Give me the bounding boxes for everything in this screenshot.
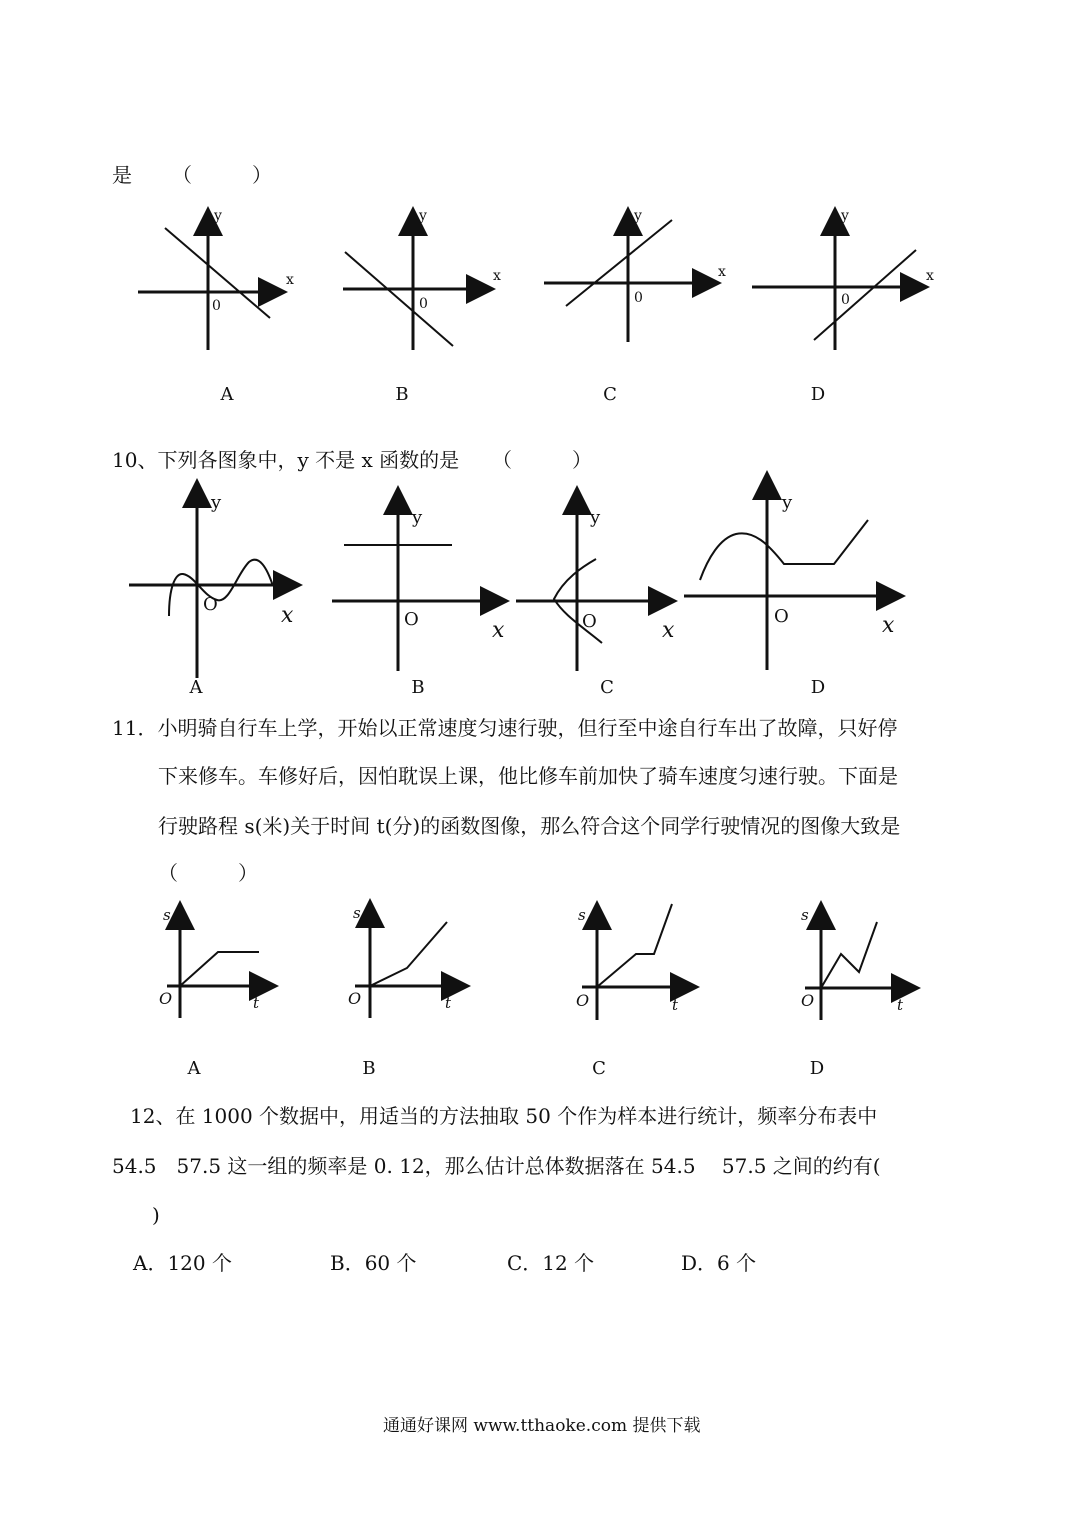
svg-text:O: O: [404, 609, 419, 630]
svg-text:y: y: [214, 208, 222, 224]
svg-text:s: s: [578, 906, 586, 924]
svg-text:O: O: [582, 611, 597, 632]
q9-graph-c: [540, 200, 730, 360]
svg-text:x: x: [493, 268, 501, 284]
q12-stem-line3: ): [152, 1203, 160, 1227]
q11-option-b-label: B: [362, 1058, 376, 1079]
svg-text:x: x: [662, 618, 675, 643]
svg-text:x: x: [718, 264, 726, 280]
svg-text:y: y: [590, 507, 601, 528]
q10-graph-a: [125, 478, 315, 678]
q10-graph-d: [680, 472, 910, 672]
svg-text:y: y: [211, 492, 222, 513]
q9-stem-tail: 是: [112, 163, 132, 187]
svg-text:x: x: [281, 603, 294, 628]
q10-option-d-label: D: [810, 677, 826, 698]
q10-option-c-label: C: [600, 677, 614, 698]
svg-text:s: s: [801, 906, 809, 924]
svg-text:s: s: [163, 906, 171, 924]
q10-option-a-label: A: [189, 677, 203, 698]
q12-stem-line1: 12、在 1000 个数据中，用适当的方法抽取 50 个作为样本进行统计，频率分布表中: [130, 1104, 878, 1128]
svg-text:s: s: [353, 904, 361, 922]
q12-option-a: A．120 个: [133, 1251, 232, 1275]
svg-text:O: O: [348, 989, 362, 1008]
q9-option-d-label: D: [810, 384, 826, 405]
q10-answer-bracket: （ ）: [492, 448, 592, 472]
svg-text:x: x: [286, 272, 294, 288]
svg-text:t: t: [253, 994, 260, 1012]
q9-graph-a: [130, 200, 310, 360]
q10-graph-c: [512, 487, 702, 682]
page-footer: 通通好课网 www.tthaoke.com 提供下载: [383, 1416, 701, 1436]
q9-answer-bracket: （ ）: [172, 163, 272, 187]
svg-text:x: x: [882, 613, 895, 638]
q9-option-a-label: A: [220, 384, 234, 405]
svg-text:y: y: [419, 208, 427, 224]
q12-stem-line2: 54.5 57.5 这一组的频率是 0. 12，那么估计总体数据落在 54.5 57.5 之间的约有(: [112, 1154, 881, 1178]
q11-option-d-label: D: [809, 1058, 825, 1079]
svg-text:0: 0: [212, 298, 221, 314]
svg-text:y: y: [412, 507, 423, 528]
q12-option-c: C．12 个: [507, 1251, 595, 1275]
svg-text:0: 0: [419, 296, 428, 312]
q11-stem-line1: 11．小明骑自行车上学，开始以正常速度匀速行驶，但行至中途自行车出了故障，只好停: [112, 716, 898, 740]
svg-text:O: O: [203, 594, 218, 615]
svg-text:y: y: [782, 492, 793, 513]
svg-text:t: t: [445, 994, 452, 1012]
q12-option-d: D．6 个: [681, 1251, 757, 1275]
svg-text:t: t: [897, 996, 904, 1014]
svg-text:0: 0: [634, 290, 643, 306]
q10-graph-b: [328, 485, 518, 680]
svg-text:O: O: [159, 989, 173, 1008]
svg-text:y: y: [841, 208, 849, 224]
svg-text:y: y: [634, 208, 642, 224]
svg-text:O: O: [576, 991, 590, 1010]
svg-text:0: 0: [841, 292, 850, 308]
q10-stem: 10、下列各图象中，y 不是 x 函数的是: [112, 448, 460, 472]
q11-stem-line2: 下来修车。车修好后，因怕耽误上课，他比修车前加快了骑车速度匀速行驶。下面是: [158, 764, 898, 788]
svg-text:t: t: [672, 996, 679, 1014]
q11-graph-a: [155, 900, 285, 1025]
q11-graph-c: [572, 900, 707, 1022]
q11-stem-line3: 行驶路程 s(米)关于时间 t(分)的函数图像，那么符合这个同学行驶情况的图像大致是: [158, 814, 901, 838]
q9-graph-b: [335, 200, 515, 360]
q11-answer-bracket: （ ）: [158, 861, 258, 885]
q9-graph-d: [748, 200, 938, 360]
q9-option-b-label: B: [395, 384, 409, 405]
q11-option-a-label: A: [187, 1058, 201, 1079]
q12-option-b: B．60 个: [330, 1251, 417, 1275]
q11-option-c-label: C: [592, 1058, 606, 1079]
svg-text:x: x: [492, 618, 505, 643]
q11-graph-d: [797, 900, 927, 1022]
svg-text:O: O: [801, 991, 815, 1010]
svg-text:x: x: [926, 268, 934, 284]
q10-option-b-label: B: [411, 677, 425, 698]
svg-text:O: O: [774, 606, 789, 627]
q11-graph-b: [345, 898, 480, 1023]
q9-option-c-label: C: [603, 384, 617, 405]
